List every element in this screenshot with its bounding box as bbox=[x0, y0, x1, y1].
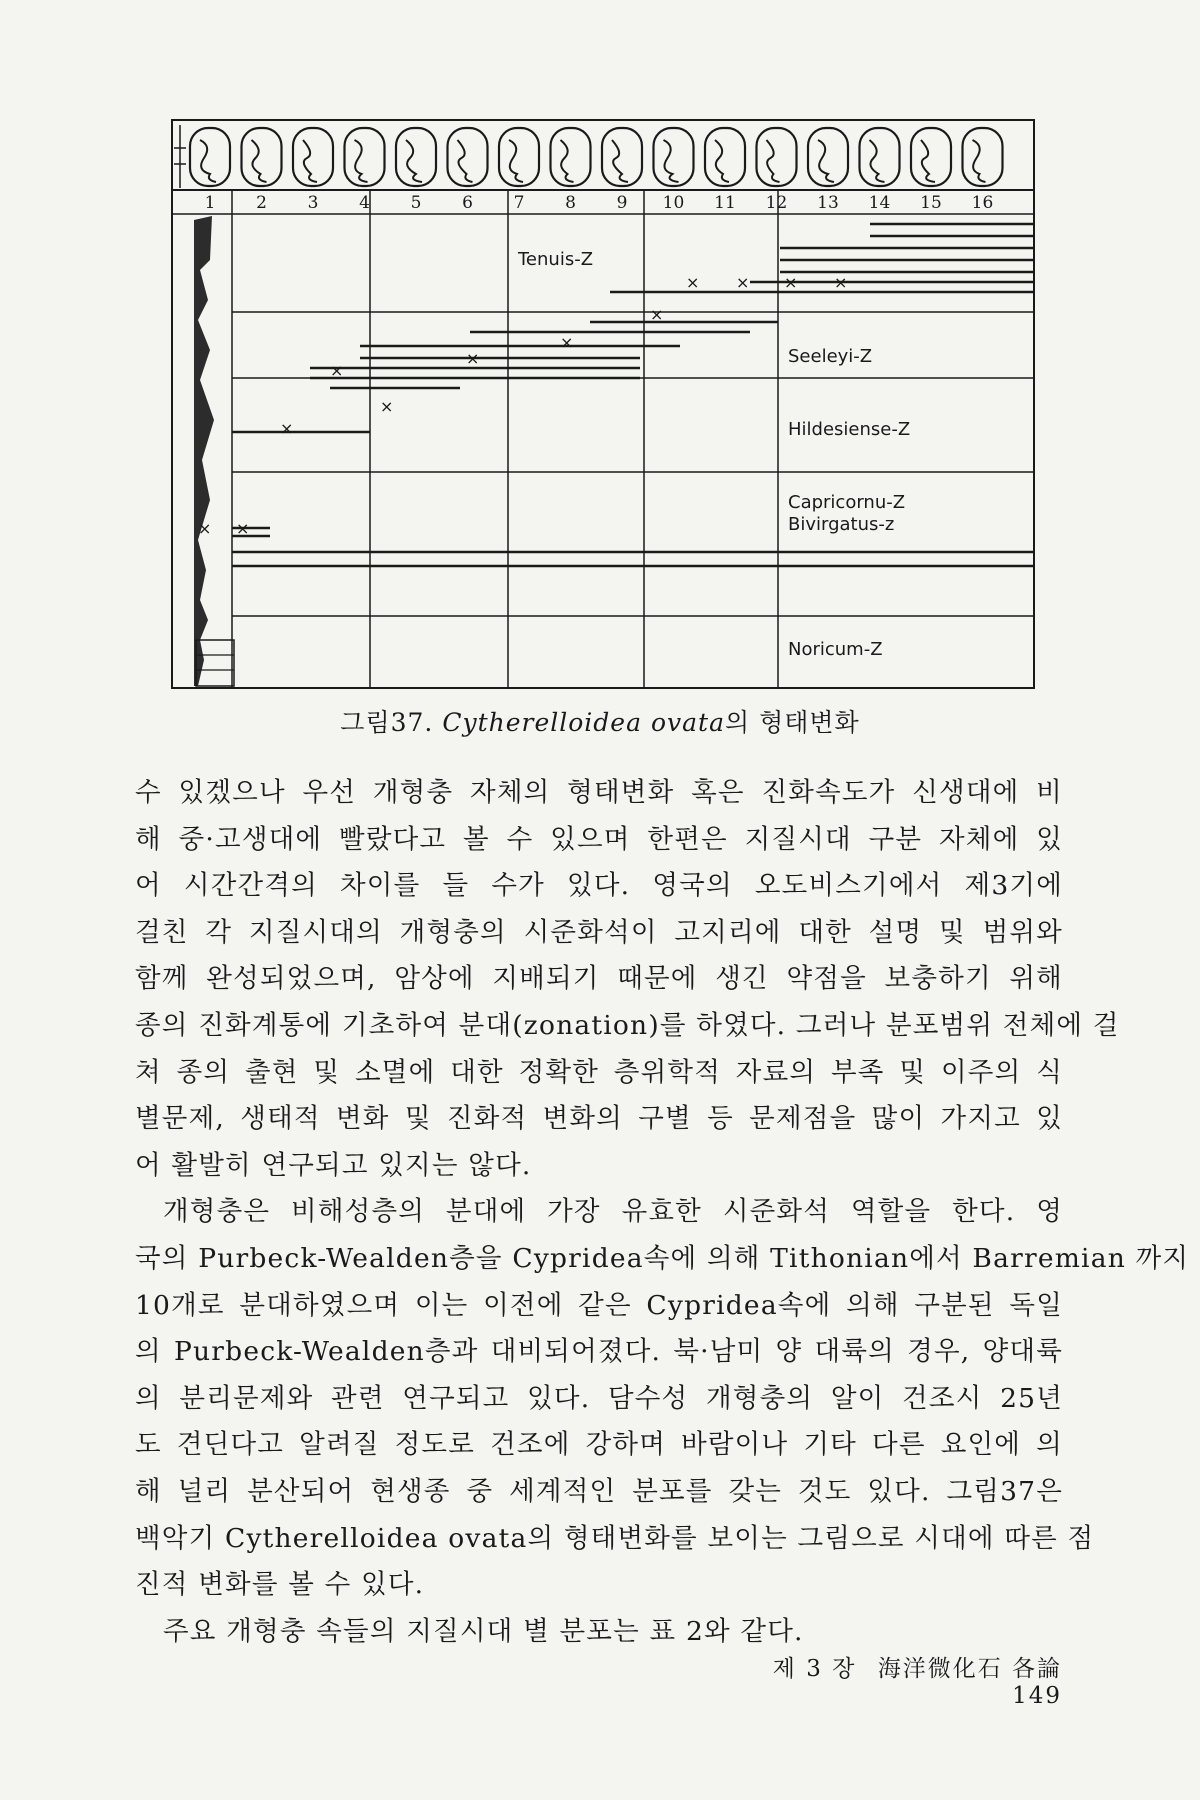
svg-text:×: × bbox=[686, 273, 700, 292]
specimen-outline bbox=[293, 128, 333, 186]
zone-label-noricum: Noricum-Z bbox=[788, 639, 883, 660]
specimen-number: 14 bbox=[868, 193, 891, 213]
svg-text:×: × bbox=[784, 273, 798, 292]
specimen-number: 1 bbox=[204, 193, 216, 213]
svg-text:×: × bbox=[380, 397, 394, 416]
svg-text:×: × bbox=[736, 273, 750, 292]
specimen-number: 3 bbox=[307, 193, 319, 213]
range-chart bbox=[170, 120, 1040, 690]
specimen-number: 16 bbox=[971, 193, 994, 213]
zone-label-tenuis: Tenuis-Z bbox=[518, 249, 594, 270]
specimen-ornament bbox=[252, 140, 267, 182]
specimen-number: 7 bbox=[513, 193, 525, 213]
specimen-outline bbox=[963, 128, 1003, 186]
figure-37 bbox=[170, 120, 1040, 690]
specimen-ornament bbox=[200, 140, 216, 182]
text-line: 해 널리 분산되어 현생종 중 세계적인 분포를 갖는 것도 있다. 그림37은 bbox=[135, 1475, 1063, 1507]
specimen-ornament bbox=[458, 140, 473, 182]
svg-text:×: × bbox=[650, 305, 664, 324]
specimen-ornament bbox=[921, 140, 935, 182]
specimen-outline bbox=[396, 128, 436, 186]
specimen-number: 4 bbox=[359, 193, 370, 213]
text-line: 의 Purbeck-Wealden층과 대비되어졌다. 북·남미 양 대륙의 경우, 양대륙 bbox=[135, 1336, 1063, 1368]
specimen-ornament bbox=[715, 140, 729, 182]
body-text bbox=[135, 770, 1190, 1655]
text-line: 수 있겠으나 우선 개형충 자체의 형태변화 혹은 진화속도가 신생대에 비 bbox=[135, 777, 1063, 808]
specimen-number: 2 bbox=[256, 193, 267, 213]
specimen-outline bbox=[551, 128, 591, 186]
specimen-number: 15 bbox=[920, 193, 942, 213]
text-line: 어 시간간격의 차이를 들 수가 있다. 영국의 오도비스기에서 제3기에 bbox=[135, 870, 1063, 902]
text-line: 개형충은 비해성층의 분대에 가장 유효한 시준화석 역할을 한다. 영 bbox=[163, 1196, 1063, 1228]
specimen-number: 12 bbox=[765, 193, 788, 213]
specimen-number: 6 bbox=[462, 193, 473, 213]
text-line: 걸친 각 지질시대의 개형충의 시준화석이 고지리에 대한 설명 및 범위와 bbox=[135, 916, 1063, 948]
svg-text:×: × bbox=[560, 333, 574, 352]
svg-text:×: × bbox=[280, 419, 294, 438]
svg-text:×: × bbox=[236, 519, 250, 538]
specimen-ornament bbox=[303, 140, 317, 182]
footer-chapter: 제 3 장 bbox=[772, 1656, 857, 1682]
specimen-ornament bbox=[509, 140, 523, 182]
specimen-ornament bbox=[818, 140, 834, 182]
specimen-number: 13 bbox=[817, 193, 839, 213]
specimen-ornament bbox=[767, 140, 780, 182]
specimen-outline bbox=[654, 128, 694, 186]
page-footer bbox=[700, 1650, 1062, 1709]
specimen-ornament bbox=[870, 140, 885, 182]
text-line: 종의 진화계통에 기초하여 분대(zonation)를 하였다. 그러나 분포범위 전체에 걸 bbox=[135, 1009, 1120, 1041]
text-line: 진적 변화를 볼 수 있다. bbox=[135, 1569, 425, 1601]
svg-text:×: × bbox=[466, 349, 480, 368]
specimen-outline bbox=[757, 128, 797, 186]
zone-label-seeleyi: Seeleyi-Z bbox=[788, 346, 873, 367]
range-lines bbox=[232, 224, 1034, 566]
specimen-number: 11 bbox=[714, 193, 736, 213]
text-line: 10개로 분대하였으며 이는 이전에 같은 Cypridea속에 의해 구분된 독일 bbox=[135, 1289, 1063, 1321]
specimen-outline bbox=[808, 128, 848, 186]
specimen-ornament bbox=[355, 140, 368, 182]
specimen-outline bbox=[190, 128, 230, 186]
figure-caption bbox=[0, 703, 1200, 739]
specimen-outlines bbox=[190, 128, 1003, 186]
svg-text:×: × bbox=[834, 273, 848, 292]
text-line: 주요 개형충 속들의 지질시대 별 분포는 표 2와 같다. bbox=[163, 1615, 804, 1647]
specimen-outline bbox=[345, 128, 385, 186]
specimen-outline bbox=[860, 128, 900, 186]
specimen-outline bbox=[448, 128, 488, 186]
zone-label-bivirgatus: Bivirgatus-z bbox=[788, 514, 895, 535]
text-line: 해 중·고생대에 빨랐다고 볼 수 있으며 한편은 지질시대 구분 자체에 있 bbox=[135, 823, 1063, 855]
specimen-ornament bbox=[973, 140, 986, 182]
zone-label-capricornu: Capricornu-Z bbox=[788, 492, 906, 513]
text-line: 쳐 종의 출현 및 소멸에 대한 정확한 층위학적 자료의 부족 및 이주의 식 bbox=[135, 1056, 1063, 1088]
page-number: 149 bbox=[1012, 1683, 1062, 1709]
specimen-ornament bbox=[561, 140, 574, 182]
scale-marker bbox=[174, 125, 186, 188]
specimen-number: 8 bbox=[565, 193, 576, 213]
caption-suffix: 의 형태변화 bbox=[724, 708, 860, 737]
text-line: 도 견딘다고 알려질 정도로 건조에 강하며 바람이나 기타 다른 요인에 의 bbox=[135, 1429, 1063, 1461]
footer-title: 海洋微化石 各論 bbox=[877, 1656, 1062, 1682]
text-line: 의 분리문제와 관련 연구되고 있다. 담수성 개형충의 알이 건조시 25년 bbox=[135, 1382, 1063, 1414]
caption-species: Cytherelloidea ovata bbox=[442, 708, 725, 737]
svg-text:×: × bbox=[330, 361, 344, 380]
specimen-number: 5 bbox=[410, 193, 422, 213]
text-line: 국의 Purbeck-Wealden층을 Cypridea속에 의해 Tithonian에서 Barremian 까지 bbox=[135, 1242, 1190, 1274]
specimen-ornament bbox=[664, 140, 679, 182]
specimen-outline bbox=[602, 128, 642, 186]
specimen-outline bbox=[499, 128, 539, 186]
zone-label-hildesiense: Hildesiense-Z bbox=[788, 419, 911, 440]
specimen-ornament bbox=[612, 140, 628, 182]
specimen-outline bbox=[911, 128, 951, 186]
text-line: 함께 완성되었으며, 암상에 지배되기 때문에 생긴 약점을 보충하기 위해 bbox=[135, 963, 1063, 995]
specimen-number: 10 bbox=[662, 193, 685, 213]
text-line: 백악기 Cytherelloidea ovata의 형태변화를 보이는 그림으로 시대에 따른 점 bbox=[135, 1522, 1095, 1554]
specimen-outline bbox=[242, 128, 282, 186]
specimen-number: 9 bbox=[616, 193, 628, 213]
specimen-ornament bbox=[406, 140, 422, 182]
text-line: 어 활발히 연구되고 있지는 않다. bbox=[135, 1149, 532, 1181]
lithology-column bbox=[194, 216, 214, 686]
caption-prefix: 그림37. bbox=[340, 708, 434, 737]
specimen-outline bbox=[705, 128, 745, 186]
svg-text:×: × bbox=[198, 519, 212, 538]
text-line: 별문제, 생태적 변화 및 진화적 변화의 구별 등 문제점을 많이 가지고 있 bbox=[135, 1103, 1063, 1135]
